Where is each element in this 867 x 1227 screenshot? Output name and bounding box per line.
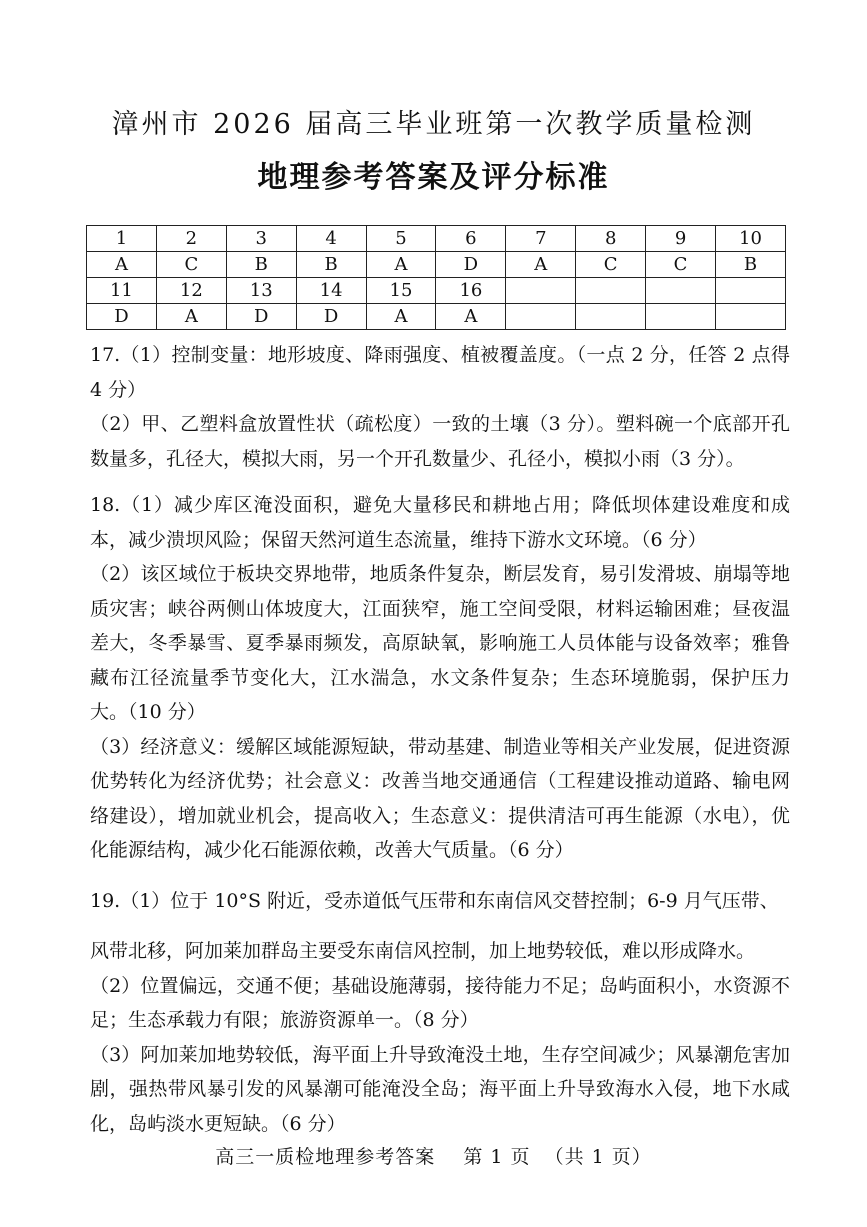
q17-part2: （2）甲、乙塑料盒放置性状（疏松度）一致的土壤（3 分）。塑料碗一个底部开孔数量多，孔径大，模拟大雨，另一个开孔数量少、孔径小，模拟小雨（3 分）。 (90, 413, 790, 470)
table-cell (506, 278, 576, 304)
table-row (87, 304, 786, 330)
table-cell: 11 (87, 278, 157, 304)
table-cell: D (436, 252, 506, 278)
table-cell (576, 278, 646, 304)
table-cell (716, 304, 786, 330)
exam-title: 漳州市 2026 届高三毕业班第一次教学质量检测 (111, 109, 756, 140)
table-cell: 1 (87, 226, 157, 252)
table-cell: 9 (646, 226, 716, 252)
table-cell: D (87, 304, 157, 330)
q19-part2: （2）位置偏远，交通不便；基础设施薄弱，接待能力不足；岛屿面积小，水资源不足；生态承载力有限；旅游资源单一。（8 分） (90, 974, 790, 1031)
q18-part2: （2）该区域位于板块交界地带，地质条件复杂，断层发育，易引发滑坡、崩塌等地质灾害；峡谷两侧山体坡度大，江面狭窄，施工空间受限，材料运输困难；昼夜温差大，冬季暴雪、夏季暴雨频发，高原缺氧，影响施工人员体能与设备效率；雅鲁藏布江径流量季节变化大，江水湍急，水文条件复杂；生态环境脆弱，保护压力大。（10 分） (90, 563, 790, 723)
table-cell: D (296, 304, 366, 330)
q17-part1: 17.（1）控制变量：地形坡度、降雨强度、植被覆盖度。（一点 2 分，任答 2 点得 4 分） (90, 344, 790, 401)
table-row (87, 252, 786, 278)
table-cell (716, 278, 786, 304)
table-cell: 8 (576, 226, 646, 252)
table-cell: B (226, 252, 296, 278)
table-cell: A (156, 304, 226, 330)
table-cell: D (226, 304, 296, 330)
table-cell: 5 (366, 226, 436, 252)
table-cell: A (436, 304, 506, 330)
table-cell: 2 (156, 226, 226, 252)
table-cell: 10 (716, 226, 786, 252)
table-cell (646, 304, 716, 330)
answer-body (90, 338, 790, 1141)
page-footer: 高三一质检地理参考答案 第 1 页 （共 1 页） (215, 1146, 652, 1168)
table-cell: 15 (366, 278, 436, 304)
q19-part3: （3）阿加莱加地势较低，海平面上升导致淹没土地，生存空间减少；风暴潮危害加剧，强热带风暴引发的风暴潮可能淹没全岛；海平面上升导致海水入侵，地下水咸化，岛屿淡水更短缺。（6 分） (90, 1043, 790, 1135)
q19-part1-line2: 风带北移，阿加莱加群岛主要受东南信风控制，加上地势较低，难以形成降水。 (90, 940, 756, 962)
q18-part3: （3）经济意义：缓解区域能源短缺，带动基建、制造业等相关产业发展，促进资源优势转化为经济优势；社会意义：改善当地交通通信（工程建设推动道路、输电网络建设），增加就业机会，提高收入；生态意义：提供清洁可再生能源（水电），优化能源结构，减少化石能源依赖，改善大气质量。（6 分） (90, 735, 790, 861)
table-cell: 4 (296, 226, 366, 252)
table-cell: C (646, 252, 716, 278)
table-cell: 16 (436, 278, 506, 304)
table-cell (506, 304, 576, 330)
table-cell: 12 (156, 278, 226, 304)
table-cell: 14 (296, 278, 366, 304)
table-cell: A (366, 304, 436, 330)
table-cell: C (576, 252, 646, 278)
table-cell: C (156, 252, 226, 278)
q18-part1: 18.（1）减少库区淹没面积，避免大量移民和耕地占用；降低坝体建设难度和成本，减少溃坝风险；保留天然河道生态流量，维持下游水文环境。（6 分） (90, 494, 790, 551)
table-cell: B (296, 252, 366, 278)
table-cell (576, 304, 646, 330)
table-cell: 3 (226, 226, 296, 252)
table-cell: B (716, 252, 786, 278)
table-cell: A (87, 252, 157, 278)
table-cell: A (506, 252, 576, 278)
table-cell (646, 278, 716, 304)
table-cell: 6 (436, 226, 506, 252)
table-row (87, 278, 786, 304)
table-cell: 13 (226, 278, 296, 304)
answer-table (86, 225, 786, 330)
table-cell: 7 (506, 226, 576, 252)
document-subtitle: 地理参考答案及评分标准 (257, 160, 610, 195)
q19-part1-line1: 19.（1）位于 10°S 附近，受赤道低气压带和东南信风交替控制；6-9 月气压带、 (90, 889, 779, 912)
table-cell: A (366, 252, 436, 278)
table-row (87, 226, 786, 252)
